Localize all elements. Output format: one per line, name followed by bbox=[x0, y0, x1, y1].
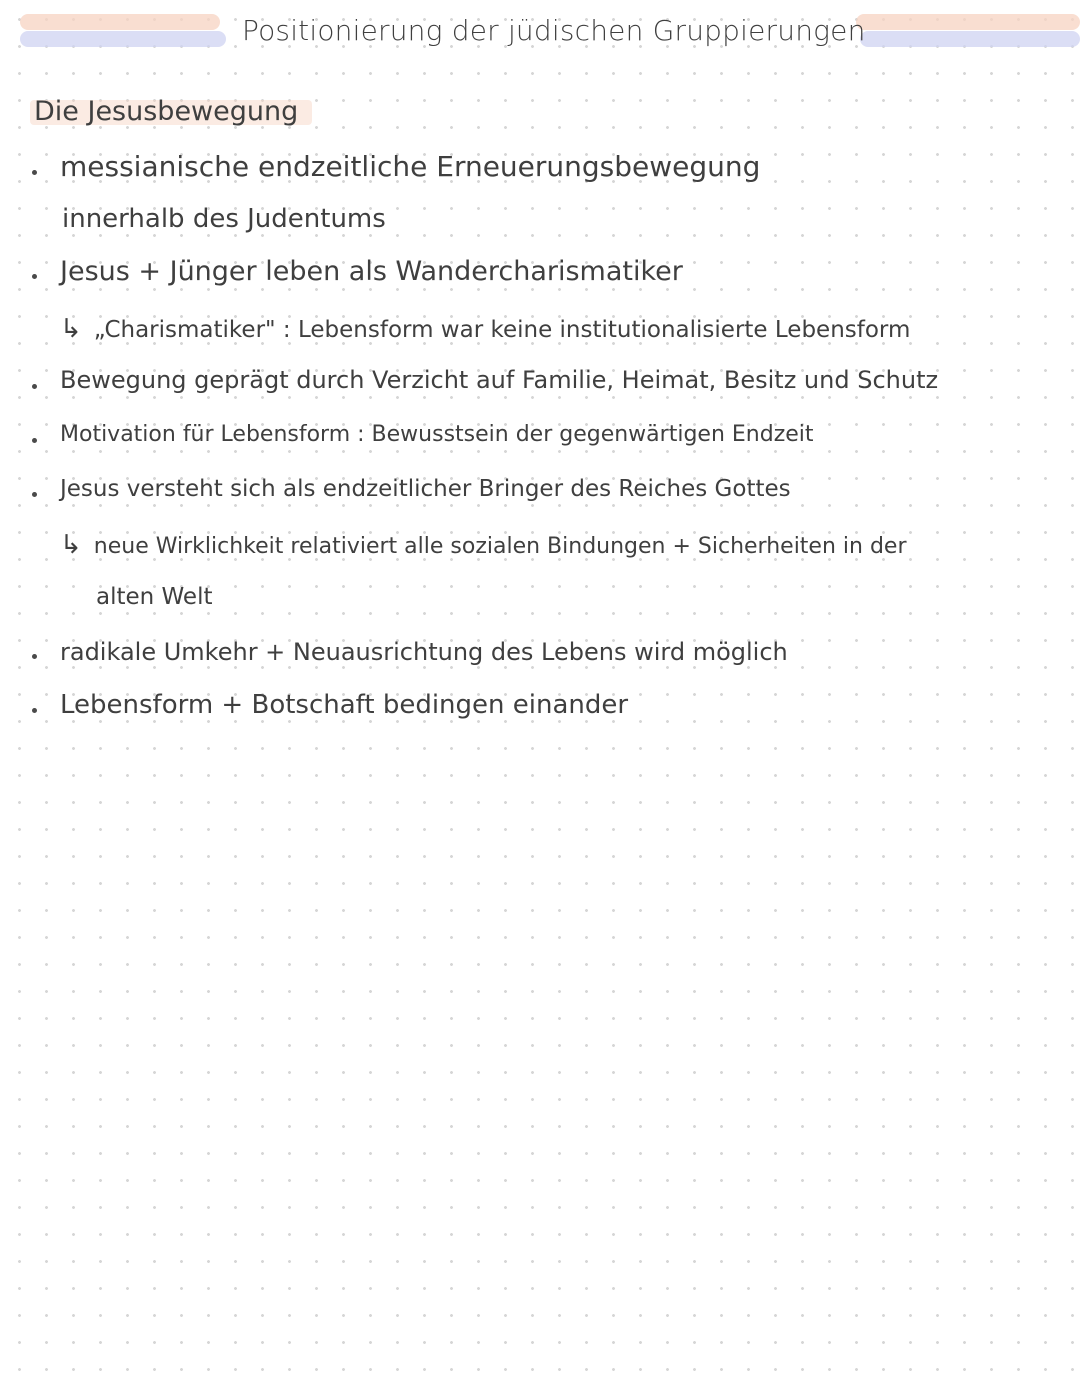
decor-bar-left-bottom bbox=[20, 31, 226, 47]
bullet-point bbox=[32, 492, 37, 497]
decor-bar-right-top bbox=[856, 14, 1080, 30]
note-line: radikale Umkehr + Neuausrichtung des Lebens wird möglich bbox=[60, 638, 788, 666]
note-line: Jesus versteht sich als endzeitlicher Bringer des Reiches Gottes bbox=[60, 476, 791, 502]
bullet-point bbox=[32, 708, 37, 713]
bullet-point bbox=[32, 170, 37, 175]
arrow-icon: ↳ bbox=[60, 530, 82, 560]
note-line: messianische endzeitliche Erneuerungsbewegung bbox=[60, 150, 761, 183]
note-line: Bewegung geprägt durch Verzicht auf Familie, Heimat, Besitz und Schutz bbox=[60, 366, 939, 394]
bullet-point bbox=[32, 438, 37, 443]
note-line bbox=[60, 314, 910, 344]
note-line: innerhalb des Judentums bbox=[62, 204, 386, 234]
bullet-point bbox=[32, 384, 37, 389]
decor-bar-right-bottom bbox=[860, 31, 1080, 47]
bullet-point bbox=[32, 274, 37, 279]
note-line: Lebensform + Botschaft bedingen einander bbox=[60, 690, 629, 720]
note-line: alten Welt bbox=[96, 584, 213, 610]
note-line: Motivation für Lebensform : Bewusstsein der gegenwärtigen Endzeit bbox=[60, 422, 814, 447]
note-line bbox=[60, 530, 907, 560]
arrow-icon: ↳ bbox=[60, 314, 82, 344]
note-text: neue Wirklichkeit relativiert alle sozialen Bindungen + Sicherheiten in der bbox=[93, 534, 907, 559]
section-heading: Die Jesusbewegung bbox=[34, 96, 299, 127]
note-line: Jesus + Jünger leben als Wandercharismatiker bbox=[60, 256, 683, 287]
page-title: Positionierung der jüdischen Gruppierungen bbox=[242, 14, 866, 47]
decor-bar-left-top bbox=[20, 14, 220, 30]
note-text: „Charismatiker" : Lebensform war keine institutionalisierte Lebensform bbox=[93, 317, 911, 343]
bullet-point bbox=[32, 654, 37, 659]
